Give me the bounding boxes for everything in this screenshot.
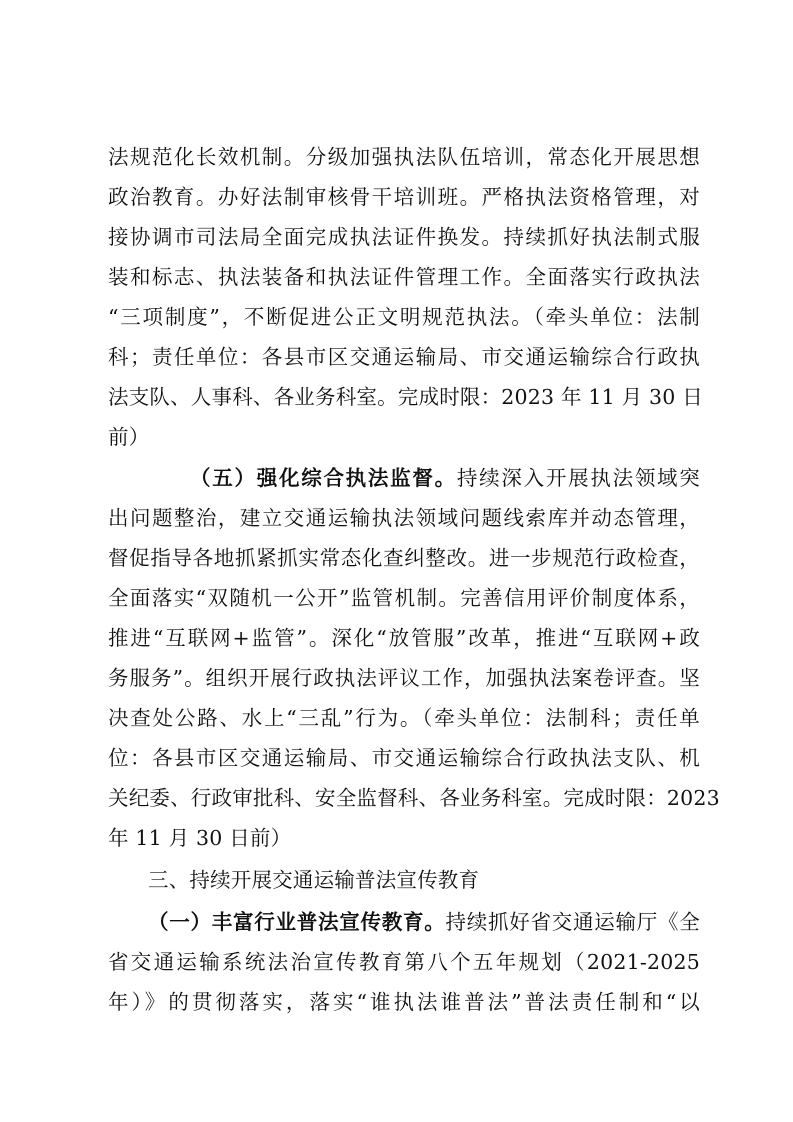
body-line-13: 务服务”。组织开展行政执法评议工作，加强执法案卷评查。坚 <box>108 666 700 690</box>
body-line-6: 科；责任单位：各县市区交通运输局、市交通运输综合行政执 <box>108 345 700 369</box>
body-line-15: 位：各县市区交通运输局、市交通运输综合行政执法支队、机 <box>108 746 700 770</box>
body-line-4: 装和标志、执法装备和执法证件管理工作。全面落实行政执法 <box>108 265 700 289</box>
subsection-1-text: 持续抓好省交通运输厅《全 <box>445 910 700 934</box>
body-line-8: 前） <box>108 425 150 449</box>
body-line-16: 关纪委、行政审批科、安全监督科、各业务科室。完成时限：2023 <box>108 786 720 810</box>
body-line-11: 全面落实“双随机一公开”监管机制。完善信用评价制度体系， <box>108 586 700 610</box>
body-line-17: 年 11 月 30 日前） <box>108 826 292 850</box>
section-5-title: （五）强化综合执法监督。 <box>190 466 457 490</box>
body-line-9: 出问题整治，建立交通运输执法领域问题线索库并动态管理， <box>108 506 700 530</box>
body-line-1: 法规范化长效机制。分级加强执法队伍培训，常态化开展思想 <box>108 145 700 169</box>
body-line-7: 法支队、人事科、各业务科室。完成时限：2023 年 11 月 30 日 <box>108 385 703 409</box>
section-5-text: 持续深入开展执法领域突 <box>456 466 700 490</box>
body-line-19: 年）》的贯彻落实，落实“谁执法谁普法”普法责任制和“以 <box>108 990 700 1014</box>
body-line-3: 接协调市司法局全面完成执法证件换发。持续抓好执法制式服 <box>108 225 700 249</box>
body-line-14: 决查处公路、水上“三乱”行为。（牵头单位：法制科；责任单 <box>108 706 700 730</box>
subsection-1-title: （一）丰富行业普法宣传教育。 <box>148 910 446 934</box>
subsection-1-first-line <box>148 902 700 942</box>
body-line-10: 督促指导各地抓紧抓实常态化查纠整改。进一步规范行政检查， <box>108 546 700 570</box>
body-line-12: 推进“互联网+监管”。深化“放管服”改革，推进“互联网+政 <box>108 626 700 650</box>
body-line-2: 政治教育。办好法制审核骨干培训班。严格执法资格管理，对 <box>108 185 700 209</box>
section-heading: 三、持续开展交通运输普法宣传教育 <box>148 868 480 892</box>
section-5-first-line <box>190 458 700 498</box>
body-line-5: “三项制度”，不断促进公正文明规范执法。（牵头单位：法制 <box>108 305 700 329</box>
body-line-18: 省交通运输系统法治宣传教育第八个五年规划（2021-2025 <box>108 950 700 974</box>
